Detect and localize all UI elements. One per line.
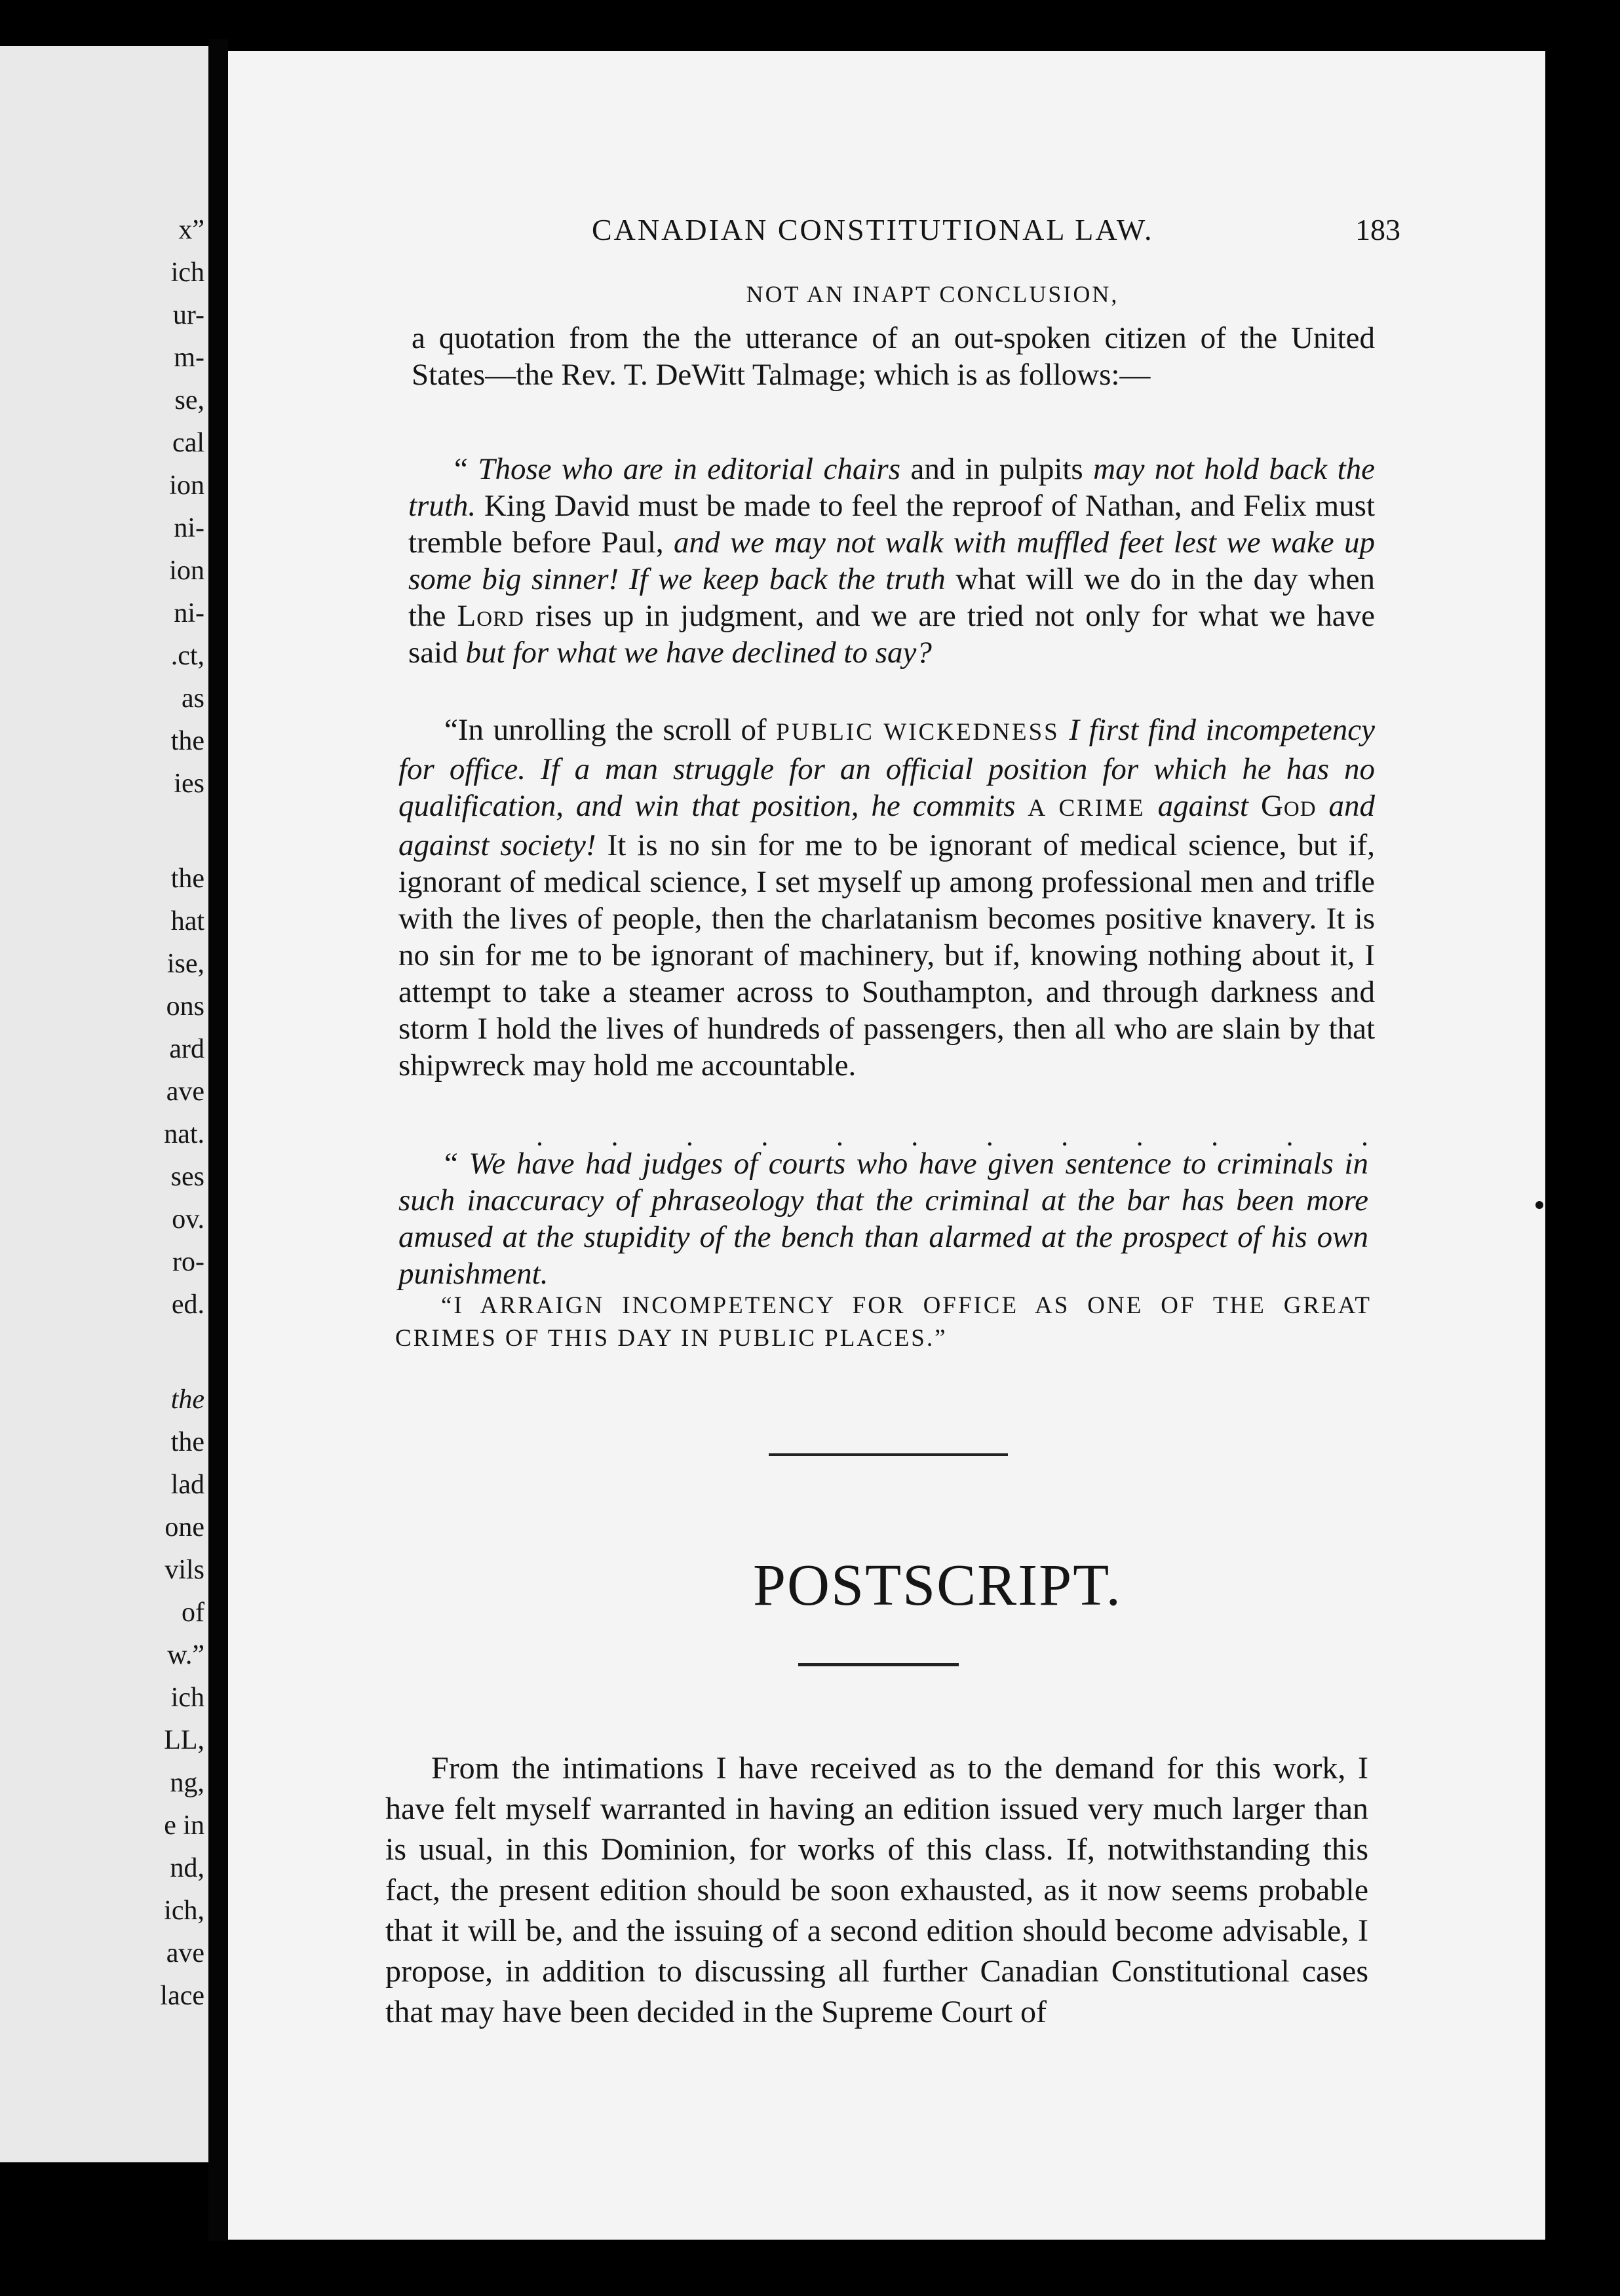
facing-page-text-fragment: ro- [172, 1247, 204, 1277]
quote-paragraph-2 [398, 712, 1375, 1084]
quote-mark: “ [454, 452, 478, 486]
section-divider [769, 1453, 1008, 1456]
postscript-paragraph [385, 1748, 1368, 2033]
book-page [228, 51, 1545, 2240]
facing-page-text-fragment: ni- [174, 513, 204, 543]
facing-page-text-fragment: ave [166, 1077, 204, 1107]
page-header [228, 212, 1545, 258]
facing-page-text-fragment: LL, [164, 1725, 204, 1755]
facing-page-text-fragment: the [170, 864, 204, 894]
facing-page-text-fragment: lad [170, 1470, 204, 1500]
quote-2-caps-2: A CRIME [1028, 795, 1146, 822]
facing-page-text-fragment: ise, [166, 949, 204, 979]
facing-page-text-fragment: ion [169, 556, 204, 586]
facing-page-text-fragment: ng, [170, 1768, 204, 1798]
quote-3-italic: We have had judges of courts who have given sentence to criminals in such inaccuracy of phraseology that the criminal at the bar has been more amused at the stupidity of the bench than alarmed at the prospect of his own punishment. [398, 1147, 1368, 1291]
facing-page-text-fragment: nd, [170, 1853, 204, 1883]
ellipsis-dot: . [536, 1120, 543, 1152]
quote-2-roman-1: “In unrolling the scroll of [444, 713, 777, 747]
ellipsis-dot: . [911, 1120, 919, 1152]
intro-paragraph [412, 320, 1375, 393]
facing-page-text-fragment: ion [169, 470, 204, 501]
facing-page-text-fragment: cal [172, 428, 204, 458]
quote-1-roman-1: and in pulpits [900, 452, 1094, 486]
ellipsis-dot: . [1136, 1120, 1144, 1152]
quote-4-text: “I ARRAIGN INCOMPETENCY FOR OFFICE AS ONE OF THE GREAT CRIMES OF THIS DAY IN PUBLIC PLACES.” [395, 1292, 1372, 1352]
quote-2-caps-1: PUBLIC WICKEDNESS [776, 719, 1060, 746]
running-head: CANADIAN CONSTITUTIONAL LAW. [592, 213, 1154, 246]
facing-page-text-fragment: ed. [171, 1290, 204, 1320]
facing-page-text-fragment: m- [174, 343, 204, 373]
quote-2-italic-1: I first find incompetency for office. If a man struggle for an official position for which he has no qualification, and win that position, he commits [398, 713, 1376, 823]
facing-page-text-fragment: ni- [174, 598, 204, 628]
page-number: 183 [1355, 213, 1400, 246]
quote-1-lord: Lord [457, 599, 524, 633]
facing-page-text-fragment: ich, [164, 1896, 204, 1926]
facing-page-text-fragment: e in [164, 1810, 204, 1841]
quote-1-text [408, 451, 1375, 671]
quote-2-italic-2: against [1145, 789, 1261, 823]
scan-speck [1535, 1201, 1543, 1209]
quote-2-god: God [1260, 789, 1317, 823]
facing-page-text-fragment: x” [178, 215, 204, 245]
quote-1-italic-1: Those who are in editorial chairs [478, 452, 901, 486]
facing-page-text-fragment: the [170, 1427, 204, 1457]
quote-1-italic-4: but for what we have declined to say? [465, 636, 932, 670]
facing-page-text-fragment: vils [164, 1555, 204, 1585]
facing-page-text-fragment: ov. [172, 1204, 204, 1234]
quote-2-roman-2: It is no sin for me to be ignorant of medical science, but if, ignorant of medical science, I set myself up among professional men and trifle with the lives of people, then the charlatanism becomes positive knavery. It is no sin for me to be ignorant of machinery, but if, knowing nothing about it, I attempt to take a steamer across to Southampton, and through darkness and storm I hold the lives of hundreds of passengers, then all who are slain by that shipwreck may hold me accountable. [398, 828, 1375, 1082]
facing-page-text-fragment: ich [170, 258, 204, 288]
quote-paragraph-3 [398, 1145, 1368, 1292]
quote-1-roman-4: rises up in judgment, and we are tried not only for what we have said [408, 599, 1376, 670]
quote-3-text [398, 1145, 1368, 1292]
ellipsis-dot: . [1286, 1120, 1294, 1152]
facing-page-text-fragment: se, [174, 385, 204, 415]
facing-page-text-fragment: lace [160, 1981, 204, 2011]
facing-page-fragment [0, 46, 208, 2162]
ellipsis-dot: . [761, 1120, 769, 1152]
facing-page-text-fragment: as [182, 683, 204, 714]
facing-page-text-fragment: ur- [172, 300, 204, 330]
postscript-text: From the intimations I have received as to the demand for this work, I have felt myself warranted in having an edition issued very much larger than is usual, in this Dominion, for works of this class. If, notwithstanding this fact, the present edition should be soon exhausted, as it now seems probable that it will be, and the issuing of a second edition should become advisable, I propose, in addition to discussing all further Canadian Constitutional cases that may have been decided in the Supreme Court of [385, 1751, 1368, 2029]
facing-page-text-fragment: the [170, 726, 204, 756]
ellipsis-dot: . [836, 1120, 843, 1152]
facing-page-text-fragment: of [182, 1598, 204, 1628]
quote-2-text [398, 712, 1375, 1084]
title-underline [798, 1663, 959, 1666]
ellipsis-dot: . [1061, 1120, 1069, 1152]
facing-page-text-fragment: nat. [164, 1119, 204, 1149]
ellipsis-dot: . [611, 1120, 619, 1152]
facing-page-text-fragment: ich [170, 1683, 204, 1713]
section-heading: NOT AN INAPT CONCLUSION, [746, 281, 1119, 307]
quote-1-italic-3: and we may not walk with muffled feet lest we wake up some big sinner! If we keep back the truth [408, 526, 1375, 596]
quote-paragraph-1 [408, 451, 1375, 671]
facing-page-text-fragment: ons [166, 991, 204, 1022]
book-gutter [208, 39, 228, 2241]
quote-mark: “ [444, 1147, 469, 1181]
facing-page-text-fragment: hat [170, 906, 204, 936]
facing-page-text-fragment: .ct, [170, 641, 204, 671]
facing-page-text-fragment: ave [166, 1938, 204, 1968]
quote-1-italic-2: may not hold back the truth. [408, 452, 1375, 523]
ellipsis-dot: . [1360, 1120, 1368, 1152]
quote-paragraph-4 [395, 1290, 1372, 1355]
facing-page-text-fragment: ses [170, 1162, 204, 1192]
facing-page-text-fragment: one [164, 1512, 204, 1542]
quote-1-roman-3: what will we do in the day when the [408, 562, 1375, 633]
intro-text: a quotation from the the utterance of an out-spoken citizen of the United States—the Rev. T. DeWitt Talmage; which is as follows:— [412, 321, 1375, 392]
facing-page-text-fragment: w.” [167, 1640, 204, 1670]
facing-page-text-fragment: ies [174, 769, 204, 799]
facing-page-text-fragment: ard [169, 1034, 204, 1064]
facing-page-text-fragment: the [170, 1385, 204, 1415]
ellipsis-dot: . [1211, 1120, 1219, 1152]
ellipsis-dot: . [685, 1120, 693, 1152]
postscript-title: POSTSCRIPT. [752, 1553, 1122, 1618]
ellipsis-dot: . [986, 1120, 993, 1152]
quote-2-italic-3: and against society! [398, 789, 1375, 862]
quote-1-roman-2: King David must be made to feel the reproof of Nathan, and Felix must tremble before Paul, [408, 489, 1375, 560]
